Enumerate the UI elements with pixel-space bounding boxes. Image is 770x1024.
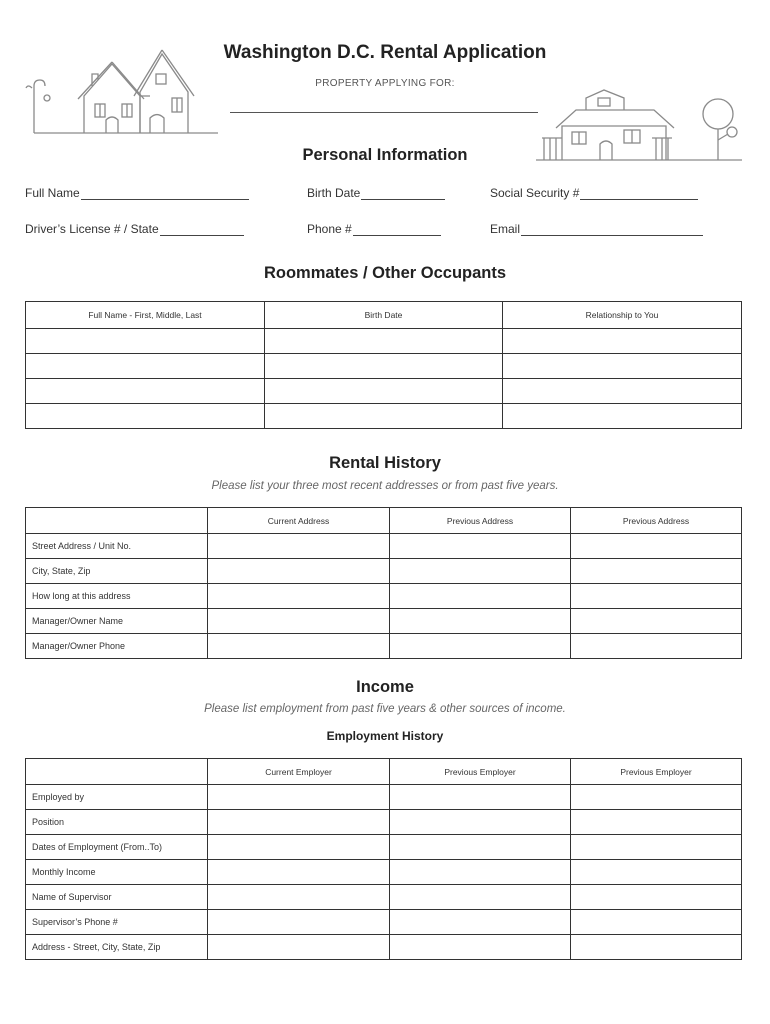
row-label: Dates of Employment (From..To) [26,835,208,860]
table-cell[interactable] [571,860,742,885]
table-row [26,404,742,429]
row-label: Name of Supervisor [26,885,208,910]
ssn-label: Social Security # [490,186,580,200]
table-row [26,785,742,810]
table-row [26,609,742,634]
table-cell[interactable] [208,584,390,609]
column-header: Birth Date [265,302,503,329]
table-row [26,935,742,960]
column-header: Current Employer [208,759,390,785]
table-cell[interactable] [571,559,742,584]
roommates-table [25,301,742,429]
table-row [26,329,742,354]
column-header [26,759,208,785]
table-cell[interactable] [265,379,503,404]
email-blank[interactable] [521,224,703,236]
row-label: Address - Street, City, State, Zip [26,935,208,960]
roommates-heading: Roommates / Other Occupants [263,264,507,282]
table-cell[interactable] [265,329,503,354]
ssn-blank[interactable] [580,188,698,200]
column-header: Previous Employer [571,759,742,785]
table-cell[interactable] [571,835,742,860]
table-row [26,584,742,609]
table-cell[interactable] [26,354,265,379]
row-label: Position [26,810,208,835]
table-cell[interactable] [571,810,742,835]
full-name-field[interactable] [25,186,249,200]
table-row [26,354,742,379]
drivers-license-field[interactable] [25,222,244,236]
table-cell[interactable] [390,609,571,634]
table-cell[interactable] [571,634,742,659]
table-cell[interactable] [390,785,571,810]
table-cell[interactable] [208,810,390,835]
row-label: Monthly Income [26,860,208,885]
birth-date-blank[interactable] [361,188,445,200]
drivers-license-blank[interactable] [160,224,244,236]
employment-history-heading: Employment History [326,729,444,743]
table-cell[interactable] [390,885,571,910]
table-cell[interactable] [390,935,571,960]
column-header: Current Address [208,508,390,534]
table-cell[interactable] [390,534,571,559]
table-cell[interactable] [503,404,742,429]
table-cell[interactable] [571,785,742,810]
table-cell[interactable] [208,860,390,885]
table-header-row [26,759,742,785]
income-note: Please list employment from past five years & other sources of income. [204,703,566,715]
rental-history-heading: Rental History [329,454,441,472]
table-cell[interactable] [571,609,742,634]
table-cell[interactable] [208,609,390,634]
birth-date-label: Birth Date [307,186,361,200]
table-row [26,559,742,584]
employment-history-table [25,758,742,960]
income-heading: Income [356,678,414,696]
table-cell[interactable] [390,860,571,885]
property-label: PROPERTY APPLYING FOR: [315,78,455,89]
table-cell[interactable] [390,835,571,860]
table-cell[interactable] [265,404,503,429]
birth-date-field[interactable] [307,186,445,200]
table-cell[interactable] [390,634,571,659]
row-label: Supervisor’s Phone # [26,910,208,935]
table-cell[interactable] [571,935,742,960]
table-cell[interactable] [503,354,742,379]
table-cell[interactable] [208,835,390,860]
row-label: Employed by [26,785,208,810]
row-label: Manager/Owner Name [26,609,208,634]
table-cell[interactable] [208,910,390,935]
table-cell[interactable] [26,379,265,404]
table-cell[interactable] [208,534,390,559]
personal-info-heading: Personal Information [302,146,468,164]
table-cell[interactable] [390,559,571,584]
table-cell[interactable] [390,810,571,835]
table-row [26,910,742,935]
table-cell[interactable] [571,910,742,935]
row-label: City, State, Zip [26,559,208,584]
table-cell[interactable] [208,634,390,659]
row-label: Street Address / Unit No. [26,534,208,559]
phone-field[interactable] [307,222,441,236]
full-name-label: Full Name [25,186,80,200]
row-label: How long at this address [26,584,208,609]
table-row [26,379,742,404]
table-row [26,860,742,885]
table-row [26,835,742,860]
table-cell[interactable] [571,534,742,559]
rental-history-table [25,507,742,659]
table-cell[interactable] [390,910,571,935]
drivers-license-label: Driver’s License # / State [25,222,159,236]
column-header: Previous Address [390,508,571,534]
ssn-field[interactable] [490,186,698,200]
column-header: Full Name - First, Middle, Last [26,302,265,329]
email-label: Email [490,222,521,236]
table-cell[interactable] [571,584,742,609]
column-header: Relationship to You [503,302,742,329]
page-title: Washington D.C. Rental Application [223,42,547,63]
table-cell[interactable] [208,559,390,584]
column-header [26,508,208,534]
table-row [26,534,742,559]
table-cell[interactable] [208,935,390,960]
table-cell[interactable] [26,404,265,429]
phone-label: Phone # [307,222,352,236]
table-cell[interactable] [390,584,571,609]
row-label: Manager/Owner Phone [26,634,208,659]
table-cell[interactable] [503,329,742,354]
column-header: Previous Address [571,508,742,534]
table-cell[interactable] [265,354,503,379]
table-cell[interactable] [208,785,390,810]
email-field[interactable] [490,222,703,236]
table-row [26,810,742,835]
table-row [26,885,742,910]
table-cell[interactable] [208,885,390,910]
rental-history-note: Please list your three most recent addresses or from past five years. [211,480,559,492]
phone-blank[interactable] [353,224,441,236]
full-name-blank[interactable] [81,188,249,200]
table-cell[interactable] [503,379,742,404]
table-row [26,634,742,659]
table-header-row [26,508,742,534]
column-header: Previous Employer [390,759,571,785]
table-cell[interactable] [571,885,742,910]
property-input-line[interactable] [230,112,538,113]
table-cell[interactable] [26,329,265,354]
table-header-row [26,302,742,329]
